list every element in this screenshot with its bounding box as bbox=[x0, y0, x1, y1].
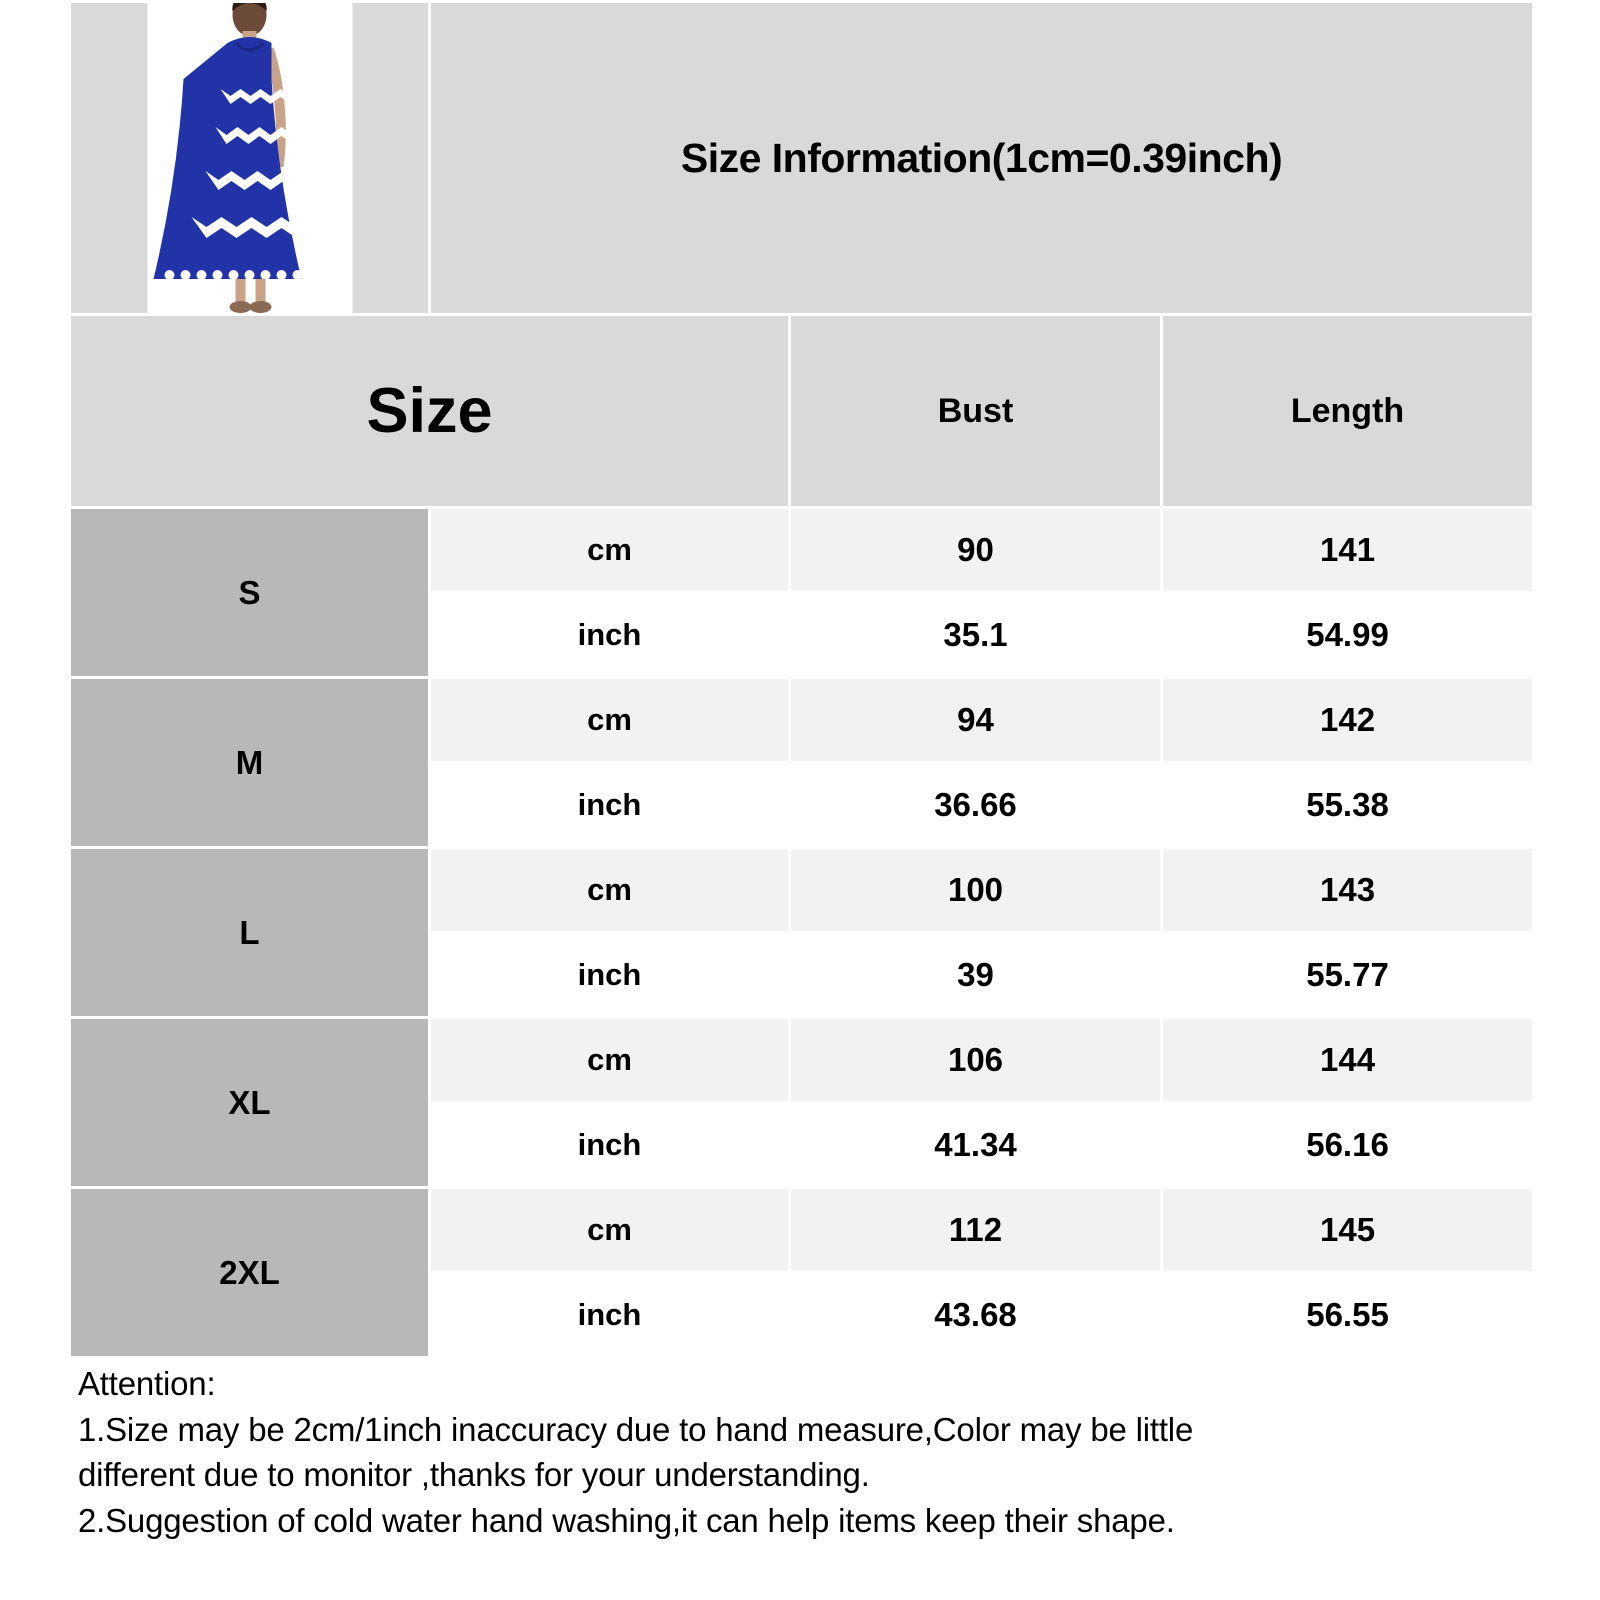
attention-line-2: 2.Suggestion of cold water hand washing,it can help items keep their shape. bbox=[78, 1501, 1175, 1539]
size-label-xl: XL bbox=[70, 1018, 430, 1188]
table-row bbox=[70, 1188, 1534, 1273]
length-inch-xl: 56.16 bbox=[1162, 1103, 1534, 1188]
unit-cm: cm bbox=[430, 508, 790, 593]
length-cm-2xl: 145 bbox=[1162, 1188, 1534, 1273]
bust-cm-2xl: 112 bbox=[790, 1188, 1162, 1273]
bust-inch-m: 36.66 bbox=[790, 763, 1162, 848]
unit-inch: inch bbox=[430, 1273, 790, 1358]
column-header-size: Size bbox=[70, 315, 790, 508]
length-cm-l: 143 bbox=[1162, 848, 1534, 933]
attention-note bbox=[68, 1359, 1532, 1543]
length-cm-xl: 144 bbox=[1162, 1018, 1534, 1103]
bust-inch-xl: 41.34 bbox=[790, 1103, 1162, 1188]
product-image bbox=[147, 3, 352, 313]
unit-cm: cm bbox=[430, 678, 790, 763]
table-row bbox=[70, 678, 1534, 763]
bust-inch-2xl: 43.68 bbox=[790, 1273, 1162, 1358]
attention-heading: Attention: bbox=[78, 1365, 216, 1402]
unit-cm: cm bbox=[430, 1188, 790, 1273]
unit-cm: cm bbox=[430, 1018, 790, 1103]
length-cm-m: 142 bbox=[1162, 678, 1534, 763]
unit-inch: inch bbox=[430, 763, 790, 848]
length-inch-l: 55.77 bbox=[1162, 933, 1534, 1018]
length-inch-s: 54.99 bbox=[1162, 593, 1534, 678]
length-inch-m: 55.38 bbox=[1162, 763, 1534, 848]
unit-inch: inch bbox=[430, 593, 790, 678]
attention-line-1b: different due to monitor ,thanks for your understanding. bbox=[78, 1456, 870, 1494]
unit-inch: inch bbox=[430, 1103, 790, 1188]
bust-cm-m: 94 bbox=[790, 678, 1162, 763]
product-image-cell bbox=[70, 2, 430, 315]
length-inch-2xl: 56.55 bbox=[1162, 1273, 1534, 1358]
size-label-s: S bbox=[70, 508, 430, 678]
size-label-2xl: 2XL bbox=[70, 1188, 430, 1358]
bust-cm-s: 90 bbox=[790, 508, 1162, 593]
table-row-title bbox=[70, 2, 1534, 315]
bust-cm-l: 100 bbox=[790, 848, 1162, 933]
table-row bbox=[70, 848, 1534, 933]
column-header-bust: Bust bbox=[790, 315, 1162, 508]
size-label-l: L bbox=[70, 848, 430, 1018]
length-cm-s: 141 bbox=[1162, 508, 1534, 593]
table-row bbox=[70, 1018, 1534, 1103]
attention-line-1a: 1.Size may be 2cm/1inch inaccuracy due to hand measure,Color may be little bbox=[78, 1410, 1194, 1448]
table-row bbox=[70, 508, 1534, 593]
bust-inch-l: 39 bbox=[790, 933, 1162, 1018]
bust-inch-s: 35.1 bbox=[790, 593, 1162, 678]
unit-cm: cm bbox=[430, 848, 790, 933]
size-information-table bbox=[68, 0, 1535, 1359]
unit-inch: inch bbox=[430, 933, 790, 1018]
size-label-m: M bbox=[70, 678, 430, 848]
page-title: Size Information(1cm=0.39inch) bbox=[430, 2, 1534, 315]
bust-cm-xl: 106 bbox=[790, 1018, 1162, 1103]
dress-illustration-icon bbox=[147, 3, 352, 313]
table-header-row bbox=[70, 315, 1534, 508]
column-header-length: Length bbox=[1162, 315, 1534, 508]
